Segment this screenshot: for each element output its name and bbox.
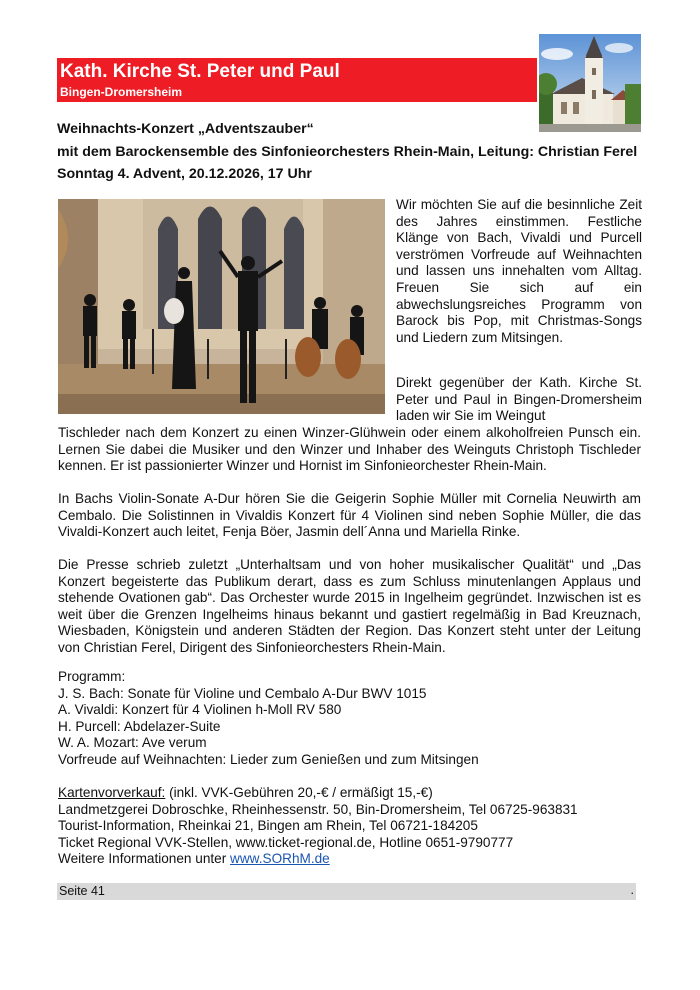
page-footer: [57, 883, 636, 900]
program-item: W. A. Mozart: Ave verum: [58, 735, 207, 751]
more-info-line: [58, 851, 658, 868]
winery-paragraph-start: Direkt gegenüber der Kath. Kirche St. Peter und Paul in Bingen-Dromersheim laden wir Sie im Weingut: [396, 375, 642, 424]
website-link[interactable]: www.SORhM.de: [230, 851, 330, 867]
header-banner: [57, 58, 537, 102]
press-paragraph: Die Presse schrieb zuletzt „Unterhaltsam und von hoher musikalischer Qualität“ und „Das Konzert begeisterte das Publikum derart, dass es zum Schluss minutenlangen Applaus und stehende Ovationen gab“. Das Orchester wurde 2015 in Ingelheim gegründet. Inzwischen ist es weit über die Grenzen Ingelheims hinaus bekannt und gastiert regelmäßig in Bad Kreuznach, Wiesbaden, Königstein und anderen Städten der Region. Das Konzert steht unter der Leitung von Christian Ferel, Dirigent des Sinfonieorchesters Rhein-Main.: [58, 557, 641, 655]
more-info-label: Weitere Informationen unter: [58, 851, 231, 867]
church-title: Kath. Kirche St. Peter und Paul: [60, 61, 340, 82]
concert-headline: [57, 118, 657, 186]
soloists-paragraph: In Bachs Violin-Sonate A-Dur hören Sie die Geigerin Sophie Müller mit Cornelia Neuwirth am Cembalo. Die Solistinnen in Vivaldis Konzert für 4 Violinen sind neben Sophie Müller, die das Vivaldi-Konzert auch leitet, Fenja Böer, Jasmin dell´Anna und Mariella Rinke.: [58, 491, 641, 540]
ticket-prices: (inkl. VVK-Gebühren 20,-€ / ermäßigt 15,-€): [165, 785, 433, 800]
concert-title: Weihnachts-Konzert „Adventszauber“: [57, 121, 314, 137]
church-location: Bingen-Dromersheim: [60, 85, 183, 99]
program-item: A. Vivaldi: Konzert für 4 Violinen h-Moll RV 580: [58, 702, 342, 718]
ticket-presale-line: [58, 785, 658, 802]
ticket-outlet: Ticket Regional VVK-Stellen, www.ticket-regional.de, Hotline 0651-9790777: [58, 834, 514, 850]
program-list: [58, 669, 658, 769]
ticket-presale-label: Kartenvorverkauf:: [58, 785, 166, 800]
ticket-info: [58, 785, 658, 868]
ticket-outlet: Tourist-Information, Rheinkai 21, Bingen am Rhein, Tel 06721-184205: [58, 818, 478, 834]
program-item: J. S. Bach: Sonate für Violine und Cembalo A-Dur BWV 1015: [58, 685, 427, 701]
winery-paragraph-rest: Tischleder nach dem Konzert zu einen Winzer-Glühwein oder einem alkoholfreien Punsch ein. Lernen Sie dabei die Musiker und den Winzer und Inhaber des Weinguts Christoph Tischleder kennen. Er ist passionierter Winzer und Hornist im Sinfonieorchester Rhein-Main.: [58, 425, 641, 474]
concert-ensemble: mit dem Barockensemble des Sinfonieorchesters Rhein-Main, Leitung: Christian Ferel: [57, 143, 638, 160]
ticket-outlet: Landmetzgerei Dobroschke, Rheinhessenstr. 50, Bin-Dromersheim, Tel 06725-963831: [58, 801, 578, 817]
program-item: H. Purcell: Abdelazer-Suite: [58, 718, 221, 734]
page-number: Seite 41: [59, 884, 105, 898]
footer-mark: .: [630, 883, 634, 897]
program-heading: Programm:: [58, 669, 126, 684]
concert-photo: [58, 199, 385, 414]
program-item: Vorfreude auf Weihnachten: Lieder zum Genießen und zum Mitsingen: [58, 751, 479, 767]
intro-paragraph: Wir möchten Sie auf die besinnliche Zeit des Jahres einstimmen. Festliche Klänge von Bach, Vivaldi und Purcell verströmen Vorfreude auf Weihnachten und lassen uns innehalten vom Alltag. Freuen Sie sich auf ein abwechslungsreiches Programm von Barock bis Pop, mit Christmas-Songs und Liedern zum Mitsingen.: [396, 197, 642, 345]
concert-date: Sonntag 4. Advent, 20.12.2026, 17 Uhr: [57, 166, 312, 182]
